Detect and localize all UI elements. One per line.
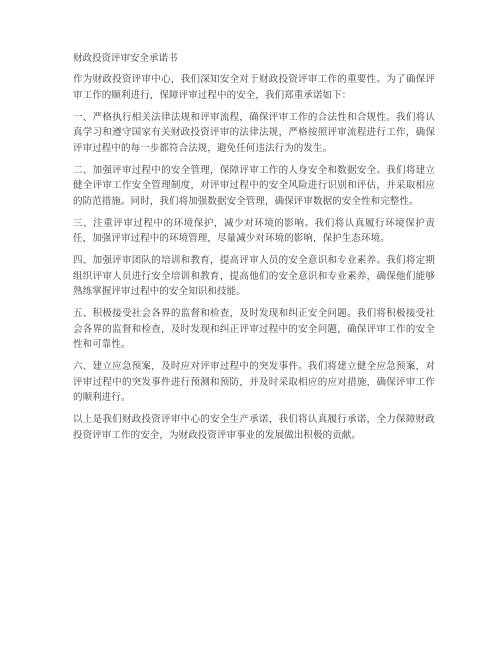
intro-paragraph: 作为财政投资评审中心，我们深知安全对于财政投资评审工作的重要性。为了确保评审工作的顺利进行，保障评审过程中的安全，我们郑重承诺如下：: [73, 74, 435, 101]
commitment-paragraph-1: 一、严格执行相关法律法规和评审流程，确保评审工作的合法性和合规性。我们将认真学习和遵守国家有关财政投资评审的法律法规，严格按照评审流程进行工作，确保评审过程中的每一步都符合法规，避免任何违法行为的发生。: [73, 111, 435, 154]
document-page: [73, 52, 435, 450]
commitment-paragraph-2: 二、加强评审过程中的安全管理，保障评审工作的人身安全和数据安全。我们将建立健全评审工作安全管理制度，对评审过程中的安全风险进行识别和评估，并采取相应的防范措施。同时，我们将加强数据安全管理，确保评审数据的安全性和完整性。: [73, 164, 435, 207]
commitment-paragraph-4: 四、加强评审团队的培训和教育，提高评审人员的安全意识和专业素养。我们将定期组织评审人员进行安全培训和教育，提高他们的安全意识和专业素养，确保他们能够熟练掌握评审过程中的安全知识和技能。: [73, 255, 435, 297]
commitment-paragraph-5: 五、积极接受社会各界的监督和检查，及时发现和纠正安全问题。我们将积极接受社会各界的监督和检查，及时发现和纠正评审过程中的安全问题，确保评审工作的安全性和可靠性。: [73, 308, 435, 350]
document-title: 财政投资评审安全承诺书: [73, 53, 178, 64]
closing-paragraph: 以上是我们财政投资评审中心的安全生产承诺，我们将认真履行承诺，全力保障财政投资评审工作的安全，为财政投资评审事业的发展做出积极的贡献。: [73, 414, 435, 441]
commitment-paragraph-6: 六、建立应急预案，及时应对评审过程中的突发事件。我们将建立健全应急预案，对评审过程中的突发事件进行预测和预防，并及时采取相应的应对措施，确保评审工作的顺利进行。: [73, 361, 435, 403]
commitment-paragraph-3: 三、注重评审过程中的环境保护，减少对环境的影响。我们将认真履行环境保护责任，加强评审过程中的环境管理，尽量减少对环境的影响，保护生态环境。: [73, 217, 435, 244]
